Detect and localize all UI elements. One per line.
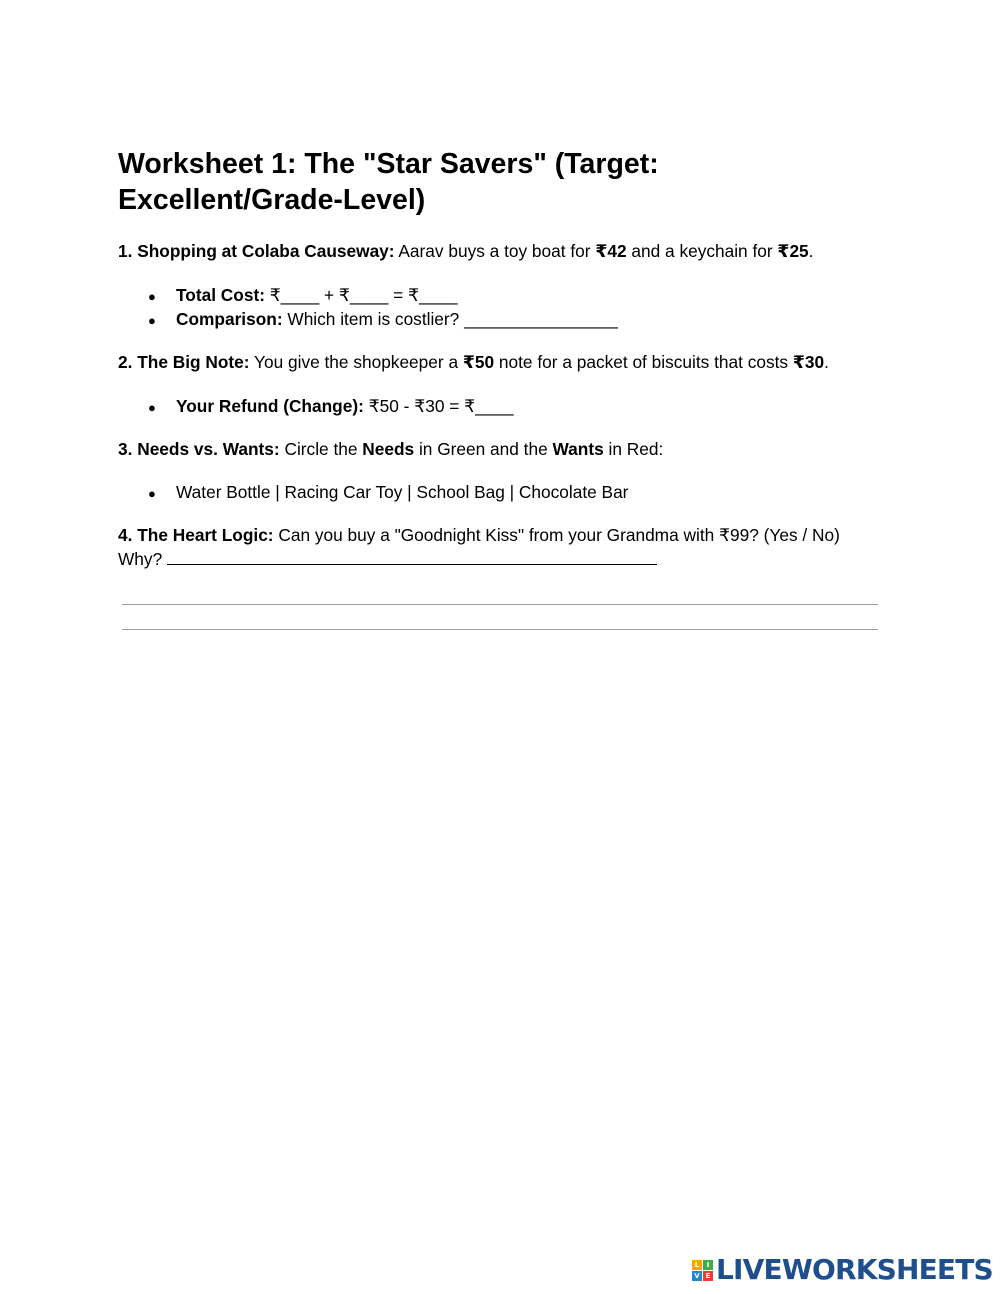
logo-text: LIVEWORKSHEETS [716, 1253, 993, 1286]
bullet-icon: ● [148, 400, 156, 415]
question-1-text: Aarav buys a toy boat for [394, 241, 596, 261]
question-3-text: in Red: [603, 439, 664, 459]
question-1 [118, 239, 813, 263]
question-2 [118, 350, 829, 374]
question-1-text: . [808, 241, 814, 261]
list-item-choices [148, 480, 628, 506]
liveworksheets-logo [692, 1253, 993, 1286]
why-answer-blank[interactable] [167, 548, 657, 565]
question-3 [118, 437, 663, 461]
logo-mark-cell: E [703, 1271, 713, 1281]
question-4 [118, 523, 840, 547]
logo-mark-cell: L [692, 1260, 702, 1270]
why-label: Why? [118, 549, 163, 569]
price-keychain: ₹25 [777, 241, 809, 261]
question-3-text: in Green and the [414, 439, 553, 459]
list-item-text[interactable]: ₹50 - ₹30 = ₹____ [363, 396, 514, 416]
bullet-icon: ● [148, 313, 156, 328]
list-item-refund [148, 394, 514, 420]
wants-word: Wants [552, 439, 604, 459]
note-value: ₹50 [462, 352, 495, 372]
question-3-text: Circle the [279, 439, 363, 459]
list-item-text[interactable]: ₹____ + ₹____ = ₹____ [264, 285, 458, 305]
list-item-text[interactable]: Water Bottle | Racing Car Toy | School Bag | Chocolate Bar [176, 482, 629, 502]
list-item-text[interactable]: Which item is costlier? ________________ [282, 309, 618, 329]
price-toy-boat: ₹42 [595, 241, 627, 261]
page-title: Worksheet 1: The "Star Savers" (Target: Excellent/Grade-Level) [118, 148, 659, 216]
answer-line-1[interactable] [122, 604, 878, 605]
question-1-text: and a keychain for [626, 241, 778, 261]
list-item-label: Comparison: [176, 309, 283, 329]
logo-mark-icon [692, 1260, 713, 1281]
bullet-icon: ● [148, 486, 156, 501]
answer-line-2[interactable] [122, 629, 878, 630]
question-2-text: note for a packet of biscuits that costs [494, 352, 793, 372]
list-item-comparison [148, 307, 618, 333]
list-item-label: Total Cost: [176, 285, 265, 305]
question-2-label: 2. The Big Note: [118, 352, 250, 372]
logo-mark-cell: I [703, 1260, 713, 1270]
bullet-icon: ● [148, 289, 156, 304]
logo-mark-cell: V [692, 1271, 702, 1281]
question-2-text: . [824, 352, 829, 372]
question-3-label: 3. Needs vs. Wants: [118, 439, 280, 459]
list-item-total-cost [148, 283, 457, 309]
question-4-label: 4. The Heart Logic: [118, 525, 274, 545]
question-2-text: You give the shopkeeper a [249, 352, 463, 372]
list-item-label: Your Refund (Change): [176, 396, 364, 416]
question-1-label: 1. Shopping at Colaba Causeway: [118, 241, 395, 261]
question-4-text: Can you buy a "Goodnight Kiss" from your Grandma with ₹99? (Yes / No) [273, 525, 840, 545]
needs-word: Needs [362, 439, 415, 459]
biscuit-cost: ₹30 [792, 352, 825, 372]
question-4-why-line [118, 547, 657, 571]
